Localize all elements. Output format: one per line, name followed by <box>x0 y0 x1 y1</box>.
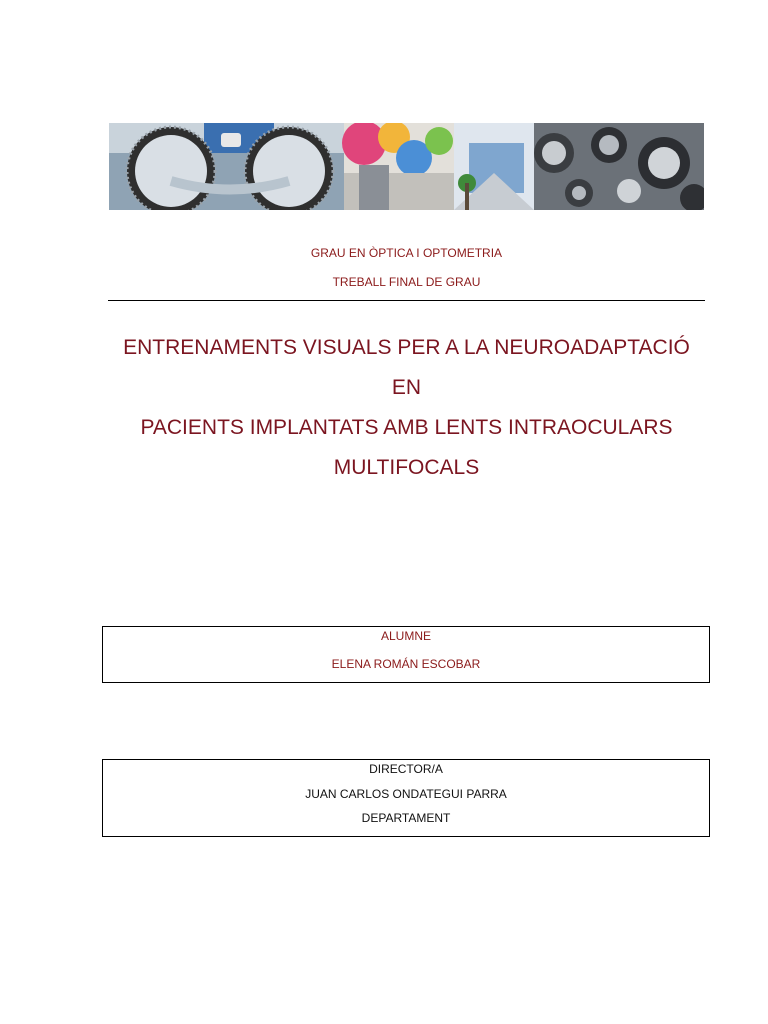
work-type-label: TREBALL FINAL DE GRAU <box>332 275 481 289</box>
title-line-3: MULTIFOCALS <box>333 456 480 479</box>
document-title <box>108 328 705 488</box>
student-label: ALUMNE <box>380 629 431 643</box>
title-line-1: ENTRENAMENTS VISUALS PER A LA NEUROADAPTACIÓ EN <box>123 336 690 399</box>
student-name: ELENA ROMÁN ESCOBAR <box>331 657 481 671</box>
degree-label: GRAU EN ÒPTICA I OPTOMETRIA <box>310 246 503 260</box>
title-line-2: PACIENTS IMPLANTATS AMB LENTS INTRAOCULARS <box>140 416 673 439</box>
department-label: DEPARTAMENT <box>361 811 451 825</box>
optometry-equipment-photo <box>109 123 704 210</box>
director-label: DIRECTOR/A <box>369 762 443 776</box>
header-banner-image <box>109 123 704 210</box>
director-box <box>102 759 710 837</box>
director-name: JUAN CARLOS ONDATEGUI PARRA <box>305 787 507 801</box>
student-box <box>102 626 710 683</box>
header-divider <box>108 300 705 301</box>
